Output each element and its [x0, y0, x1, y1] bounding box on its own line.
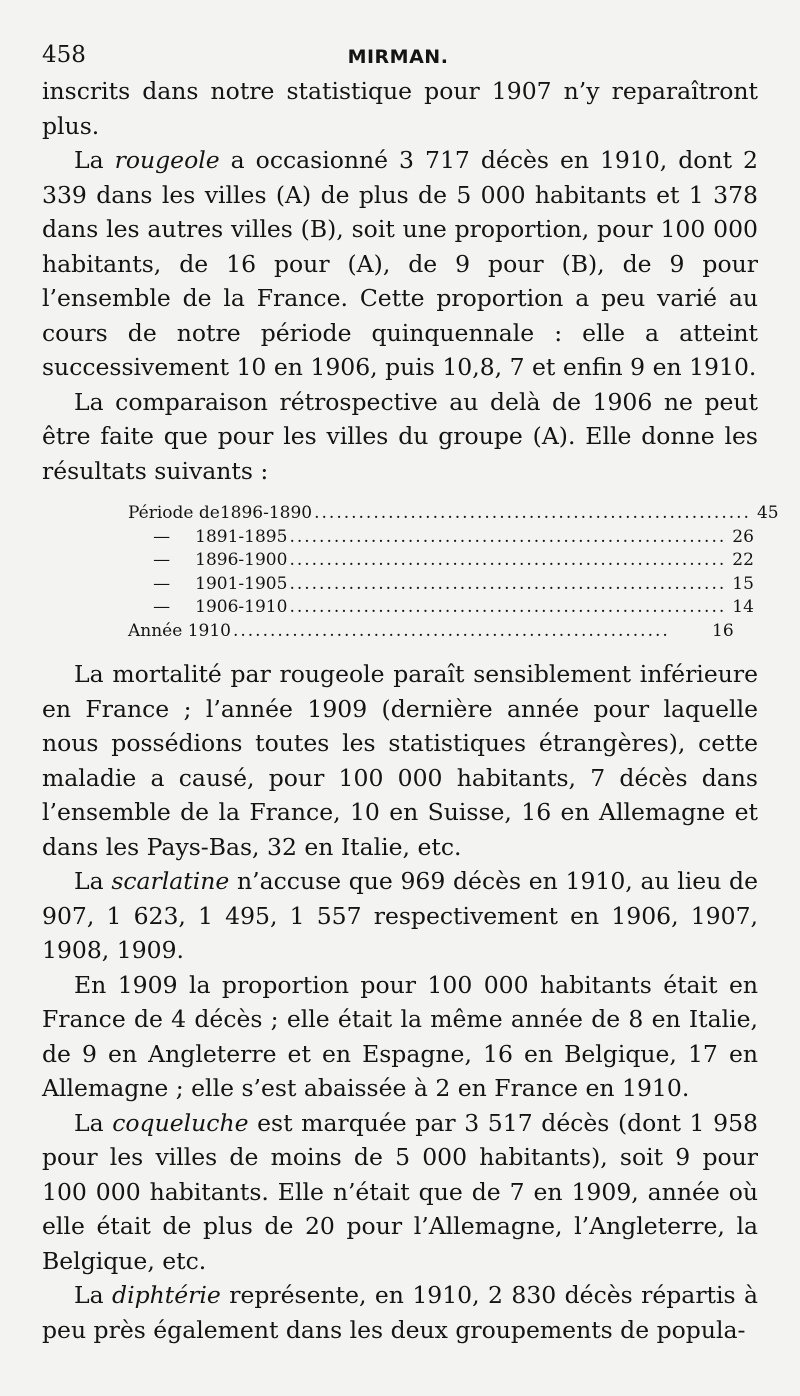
row-period: 1896-1890	[219, 503, 313, 523]
dot-leader: ...........................................................	[232, 620, 670, 641]
row-label: Année	[128, 620, 183, 641]
paragraph-scarlatine	[42, 864, 758, 968]
dot-leader: ...........................................................	[289, 526, 727, 547]
running-head: MIRMAN.	[347, 46, 449, 68]
body-text	[42, 74, 779, 1347]
page-header	[38, 38, 758, 72]
row-value: 45	[756, 503, 779, 523]
paragraph-continued: inscrits dans notre statistique pour 1907 n’y reparaîtront plus.	[42, 77, 758, 140]
disease-term-scarlatine: scarlatine	[111, 867, 230, 895]
row-period: 1896-1900	[195, 550, 288, 570]
lead-word: La	[74, 1281, 104, 1309]
row-label: —	[153, 550, 171, 570]
table-row	[42, 573, 758, 597]
page-number: 458	[42, 42, 86, 68]
row-value: 22	[732, 550, 754, 570]
row-value: 15	[732, 573, 754, 594]
table-row	[42, 596, 758, 620]
paragraph-1909: En 1909 la proportion pour 100 000 habitants était en France de 4 décès ; elle était la même année de 8 en Italie, de 9 en Angleterre et en Espagne, 16 en Belgique, 17 en Allemagne ; elle s’est abaissée à 2 en France en 1910.	[42, 970, 758, 1102]
row-period: 1901-1905	[195, 573, 288, 594]
paragraph-diphterie	[42, 1278, 758, 1347]
results-table	[42, 502, 779, 643]
row-period: 1891-1895	[195, 526, 288, 547]
paragraph-mortality: La mortalité par rougeole paraît sensiblement inférieure en France ; l’année 1909 (dernière année pour laquelle nous possédions toutes les statistiques étrangères), cette maladie a causé, pour 100 000 habitants, 7 décès dans l’ensemble de la France, 10 en Suisse, 16 en Allemagne et dans les Pays-Bas, 32 en Italie, etc.	[42, 660, 758, 861]
dot-leader: ...........................................................	[289, 550, 727, 570]
paragraph-text: a occasionné 3 717 décès en 1910, dont 2 339 dans les villes (A) de plus de 5 000 habitants et 1 378 dans les autres villes (B), soit une proportion, pour 100 000 habitants, de 16 pour (A), de 9 pour (B), de 9 pour l’ensemble de la France. Cette proportion a peu varié au cours de notre période quinquennale : elle a atteint successivement 10 en 1906, puis 10,8, 7 et enfin 9 en 1910.	[42, 146, 758, 381]
lead-word: La	[74, 1108, 104, 1137]
paragraph-comparison: La comparaison rétrospective au delà de 1906 ne peut être faite que pour les villes du groupe (A). Elle donne les résultats suivants :	[42, 387, 758, 485]
table-row	[42, 526, 758, 550]
paragraph-coqueluche	[42, 1106, 758, 1279]
dot-leader: ...........................................................	[314, 503, 751, 523]
row-label: Période de	[128, 503, 220, 523]
row-value: 26	[732, 526, 754, 547]
table-row	[42, 502, 779, 526]
dot-leader: ...........................................................	[289, 597, 727, 617]
row-label: —	[153, 573, 171, 594]
table-row	[42, 620, 758, 644]
row-period: 1910	[187, 620, 231, 641]
disease-term-coqueluche: coqueluche	[112, 1108, 249, 1137]
disease-term-rougeole: rougeole	[114, 146, 220, 174]
row-value: 14	[732, 597, 754, 617]
dot-leader: ...........................................................	[289, 573, 727, 594]
disease-term-diphterie: diphtérie	[112, 1281, 221, 1309]
paragraph-rougeole	[42, 143, 758, 385]
paragraph-text: n’accuse que 969 décès en 1910, au lieu de 907, 1 623, 1 495, 1 557 respectivement en 1906, 1907, 1908, 1909.	[42, 867, 758, 964]
lead-word: La	[74, 146, 104, 174]
row-value: 16	[712, 620, 734, 641]
table-row	[42, 549, 758, 573]
paragraph-text: représente, en 1910, 2 830 décès répartis à peu près également dans les deux groupements de popula-	[42, 1281, 758, 1344]
lead-word: La	[74, 867, 104, 895]
row-label: —	[153, 526, 171, 547]
row-label: —	[153, 597, 171, 617]
paragraph-text: est marquée par 3 517 décès (dont 1 958 pour les villes de moins de 5 000 habitants), soit 9 pour 100 000 habitants. Elle n’était que de 7 en 1909, année où elle était de plus de 20 pour l’Allemagne, l’Angleterre, la Belgique, etc.	[42, 1108, 758, 1275]
row-period: 1906-1910	[195, 597, 288, 617]
